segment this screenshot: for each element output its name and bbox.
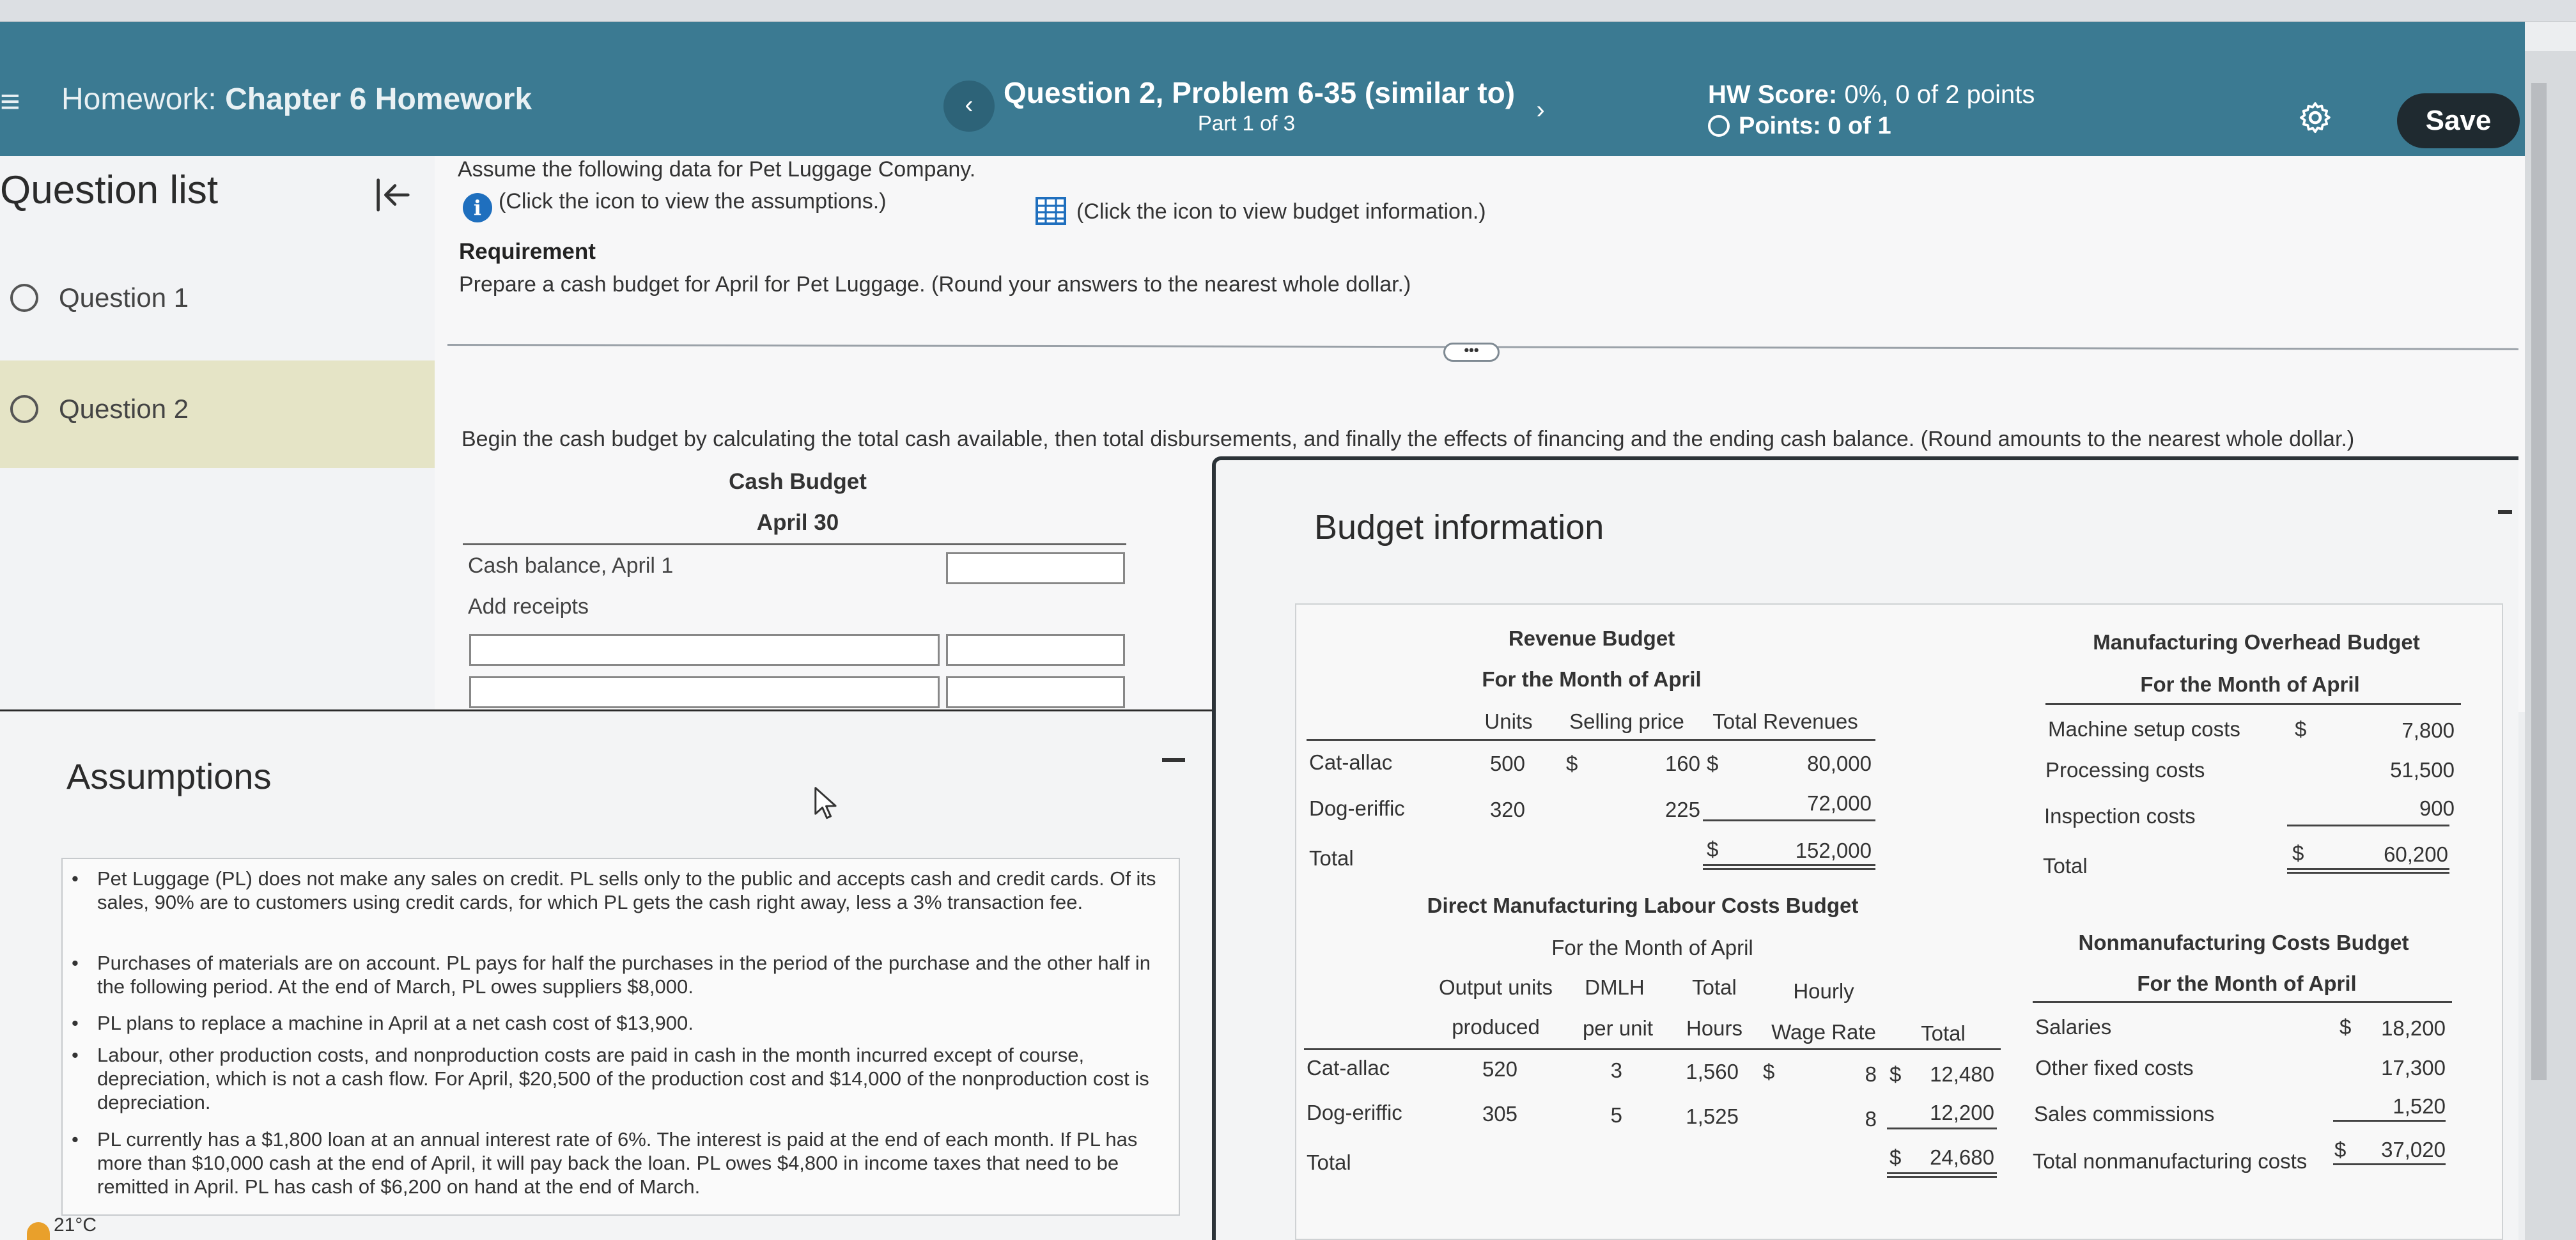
weather-icon (27, 1222, 50, 1240)
moh-total: 60,200 (2384, 842, 2448, 866)
cost-value: 1,520 (2393, 1094, 2446, 1118)
currency-symbol: $ (1763, 1060, 1775, 1083)
receipt-amount-input-1[interactable] (946, 634, 1125, 666)
total-double-rule (2287, 868, 2449, 874)
weather-temperature: 21°C (54, 1214, 97, 1236)
points-status-icon (1708, 115, 1730, 137)
labour-cost-total: 24,680 (1930, 1145, 1994, 1169)
requirement-label: Requirement (459, 239, 596, 264)
currency-symbol: $ (1889, 1062, 1902, 1086)
column-header: Wage Rate (1771, 1020, 1876, 1044)
column-header: Hourly (1793, 979, 1854, 1003)
cash-balance-input[interactable] (946, 552, 1125, 584)
column-header: Total Revenues (1712, 709, 1858, 733)
dmlh-value: 5 (1610, 1103, 1622, 1127)
cash-budget-rule (463, 543, 1126, 545)
revenue-value: 80,000 (1807, 752, 1872, 775)
currency-symbol: $ (1566, 752, 1578, 775)
units-value: 320 (1489, 798, 1525, 821)
cost-label: Processing costs (2045, 758, 2205, 782)
column-header: per unit (1582, 1016, 1654, 1040)
receipt-amount-input-2[interactable] (946, 676, 1125, 708)
column-header: produced (1452, 1015, 1540, 1039)
total-double-rule (1887, 1172, 1997, 1178)
question-part: Part 1 of 3 (1197, 111, 1296, 135)
column-header: DMLH (1585, 975, 1645, 999)
question-status-icon (10, 284, 38, 312)
currency-symbol: $ (2334, 1138, 2347, 1161)
cost-value: 51,500 (2390, 758, 2455, 782)
total-label: Total (1309, 846, 1354, 870)
cash-budget-title: Cash Budget (729, 469, 867, 494)
subtotal-rule (1887, 1128, 1997, 1129)
expand-more-button[interactable]: ••• (1443, 343, 1500, 362)
info-icon[interactable]: i (463, 193, 492, 222)
total-double-rule (1703, 864, 1875, 870)
next-question-button[interactable] (1515, 86, 1566, 137)
total-label: Total (2043, 854, 2088, 878)
product-name: Cat-allac (1309, 750, 1393, 774)
requirement-text: Prepare a cash budget for April for Pet Luggage. (Round your answers to the nearest whole dollar.) (459, 272, 1411, 297)
currency-symbol: $ (1889, 1145, 1902, 1169)
cost-label: Salaries (2035, 1015, 2112, 1039)
cash-budget-date: April 30 (756, 510, 839, 535)
cost-value: 7,800 (2401, 718, 2455, 742)
minimize-icon[interactable] (2498, 510, 2512, 514)
budget-info-link[interactable]: (Click the icon to view budget information.) (1036, 197, 1486, 225)
column-header: Units (1484, 709, 1533, 733)
revenue-total: 152,000 (1795, 839, 1872, 862)
hw-score: HW Score: 0%, 0 of 2 points (1708, 81, 2035, 109)
nonmfg-budget-period: For the Month of April (2137, 972, 2357, 995)
subtotal-rule (2333, 1120, 2446, 1122)
wage-rate-value: 8 (1865, 1107, 1877, 1131)
product-name: Dog-eriffic (1307, 1101, 1402, 1124)
header-bar (0, 22, 2525, 156)
budget-information-title: Budget information (1314, 508, 1604, 546)
cost-value: 18,200 (2381, 1016, 2446, 1040)
assumption-item: • Purchases of materials are on account. PL pays for half the purchases in the period of the purchase and the other half in the following period. At the end of March, PL owes suppliers $8,000. (72, 952, 1151, 998)
total-rule (2333, 1163, 2446, 1165)
hamburger-icon[interactable]: ≡ (0, 82, 20, 121)
homework-title[interactable]: Homework: Chapter 6 Homework (61, 82, 532, 116)
nonmfg-budget-title: Nonmanufacturing Costs Budget (2078, 931, 2409, 954)
wage-rate-value: 8 (1865, 1062, 1877, 1086)
column-header: Total (1921, 1021, 1966, 1045)
moh-budget-title: Manufacturing Overhead Budget (2093, 630, 2420, 654)
header-rule (2033, 1001, 2452, 1003)
header-rule (1304, 1048, 2001, 1050)
question-list-item-1[interactable] (0, 249, 435, 357)
cost-value: 900 (2419, 796, 2455, 820)
problem-intro: Assume the following data for Pet Luggage Company. (458, 157, 976, 182)
question-title: Question 2, Problem 6-35 (similar to) (1003, 76, 1516, 109)
price-value: 160 (1664, 752, 1700, 775)
total-label: Total nonmanufacturing costs (2033, 1149, 2308, 1173)
assumptions-title: Assumptions (66, 756, 272, 796)
nonmfg-total: 37,020 (2381, 1138, 2446, 1161)
chevron-right-icon: › (1536, 96, 1545, 124)
dmlh-value: 3 (1610, 1058, 1622, 1082)
receipt-label-select-2[interactable] (469, 676, 940, 708)
question-list-title: Question list (0, 168, 219, 212)
dml-budget-title: Direct Manufacturing Labour Costs Budget (1427, 894, 1859, 917)
assumption-item: • Pet Luggage (PL) does not make any sales on credit. PL sells only to the public and accepts cash and credit cards. Of its sales, 90% are to customers using credit cards, for which PL gets the cash right away, less a 3% transaction fee. (72, 867, 1156, 913)
question-label: Question 1 (59, 283, 189, 313)
currency-symbol: $ (2295, 717, 2307, 741)
revenue-value: 72,000 (1807, 791, 1872, 815)
product-name: Dog-eriffic (1309, 796, 1405, 820)
budget-tables-area (1295, 603, 2503, 1240)
labour-cost-value: 12,200 (1930, 1101, 1994, 1124)
revenue-budget-period: For the Month of April (1482, 667, 1702, 691)
minimize-icon[interactable] (1162, 758, 1185, 762)
gear-icon[interactable] (2297, 100, 2333, 136)
table-icon[interactable] (1036, 197, 1066, 225)
question-label: Question 2 (59, 394, 189, 424)
column-header: Selling price (1569, 709, 1684, 733)
subtotal-rule (1703, 819, 1875, 821)
chevron-left-icon: ‹ (965, 91, 974, 119)
collapse-icon[interactable] (371, 173, 415, 217)
cost-label: Inspection costs (2044, 804, 2196, 828)
cash-budget-row-label: Add receipts (468, 594, 589, 619)
assumption-item: • PL plans to replace a machine in April at a net cash cost of $13,900. (72, 1012, 694, 1034)
page-scrollbar[interactable] (2525, 51, 2576, 1240)
subtotal-rule (2287, 825, 2449, 826)
output-units-value: 520 (1482, 1057, 1517, 1081)
assumption-item: • Labour, other production costs, and nonproduction costs are paid in cash in the month incurred except of course, depreciation, which is not a cash flow. For April, $20,500 of the production cost and $14,000 of the nonproduction cost is depreciation. (72, 1044, 1149, 1113)
cost-label: Other fixed costs (2035, 1056, 2194, 1080)
instructions-text: Begin the cash budget by calculating the total cash available, then total disbursements, and finally the effects of financing and the ending cash balance. (Round amounts to the nearest whole dollar.) (462, 427, 2355, 451)
units-value: 500 (1489, 752, 1525, 775)
hours-value: 1,525 (1686, 1104, 1739, 1128)
page-scrollbar-thumb[interactable] (2531, 83, 2547, 1080)
header-rule (2045, 703, 2461, 705)
cash-budget-row-label: Cash balance, April 1 (468, 554, 674, 578)
points: Points: 0 of 1 (1708, 112, 1891, 140)
revenue-budget-title: Revenue Budget (1508, 626, 1675, 650)
column-header: Hours (1686, 1016, 1743, 1040)
product-name: Cat-allac (1307, 1056, 1390, 1080)
assumption-item: • PL currently has a $1,800 loan at an annual interest rate of 6%. The interest is paid at the end of each month. If PL has more than $10,000 cash at the end of April, it will pay back the loan. PL owes $4,800 in income taxes that need to be remitted in April. PL has cash of $6,200 on hand at the end of March. (72, 1128, 1138, 1198)
assumptions-link[interactable]: i (Click the icon to view the assumptions.) (463, 189, 887, 222)
cursor-icon (813, 786, 839, 821)
currency-symbol: $ (2339, 1015, 2352, 1039)
cost-value: 17,300 (2381, 1056, 2446, 1080)
total-label: Total (1307, 1151, 1351, 1174)
receipt-label-select-1[interactable] (469, 634, 940, 666)
save-button[interactable]: Save (2397, 93, 2520, 148)
output-units-value: 305 (1482, 1102, 1517, 1126)
cost-label: Sales commissions (2034, 1102, 2215, 1126)
currency-symbol: $ (1707, 837, 1719, 861)
currency-symbol: $ (2292, 841, 2304, 865)
labour-cost-value: 12,480 (1930, 1062, 1994, 1086)
price-value: 225 (1664, 798, 1700, 821)
hours-value: 1,560 (1686, 1060, 1739, 1083)
cost-label: Machine setup costs (2048, 717, 2240, 741)
column-header: Output units (1439, 975, 1553, 999)
column-header: Total (1692, 975, 1737, 999)
moh-budget-period: For the Month of April (2140, 672, 2360, 696)
dml-budget-period: For the Month of April (1551, 936, 1753, 959)
scroll-corner (2525, 1189, 2576, 1240)
question-list-item-2[interactable] (0, 360, 435, 468)
currency-symbol: $ (1707, 752, 1719, 775)
question-status-icon (10, 395, 38, 423)
browser-strip (0, 0, 2576, 22)
header-rule (1307, 739, 1875, 741)
